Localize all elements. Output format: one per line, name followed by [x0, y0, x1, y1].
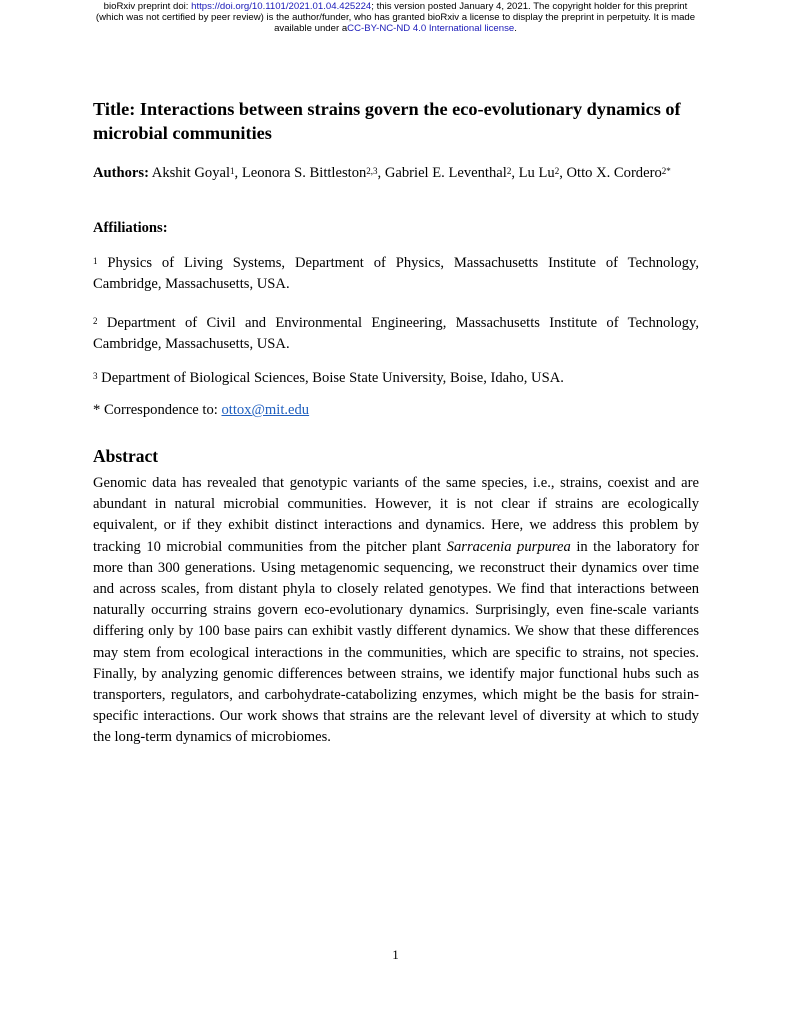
affiliation-3: $^3$ Department of Biological Sciences, Boise State University, Boise, Idaho, USA. [93, 370, 564, 386]
page-number: 1 [392, 947, 399, 962]
author: Gabriel E. Leventhal$^2$, [384, 165, 519, 181]
author: Akshit Goyal$^1$, [151, 165, 242, 181]
biorxiv-header [0, 1, 791, 34]
author: Lu Lu$^2$, [518, 165, 567, 181]
header-line-1: bioRxiv preprint doi: https://doi.org/10.1101/2021.01.04.425224; this version posted January 4, 2021. The copyright holder for this preprint [103, 1, 688, 12]
abstract-heading: Abstract [93, 446, 159, 466]
header-line-3: available under aCC-BY-NC-ND 4.0 International license. [274, 23, 517, 34]
author: Otto X. Cordero$^{2*}$ [566, 165, 671, 181]
correspondence-email-link[interactable]: ottox@mit.edu [221, 402, 310, 418]
species-name: Sarracenia purpurea [446, 538, 571, 555]
license-link[interactable]: CC-BY-NC-ND 4.0 International license [347, 23, 515, 34]
affiliations-label: Affiliations: [93, 220, 168, 236]
affiliation-1: $^1$ Physics of Living Systems, Department of Physics, Massachusetts Institute of Technology, Cambridge, Massachusetts, USA. [93, 255, 700, 292]
affiliation-2: $^2$ Department of Civil and Environmental Engineering, Massachusetts Institute of Technology, Cambridge, Massachusetts, USA. [93, 315, 699, 352]
author: Leonora S. Bittleston$^{2,3}$, [241, 165, 385, 181]
authors-line [93, 163, 699, 184]
authors-label: Authors: [93, 165, 149, 181]
paper-title: Title: Interactions between strains govern the eco-evolutionary dynamics of microbial communities [93, 99, 681, 143]
doi-link[interactable]: https://doi.org/10.1101/2021.01.04.425224 [191, 1, 372, 12]
header-line-2: (which was not certified by peer review) is the author/funder, who has granted bioRxiv a license to display the preprint in perpetuity. It is made [95, 12, 696, 23]
correspondence: * Correspondence to: ottox@mit.edu [93, 402, 310, 418]
abstract-body: Genomic data has revealed that genotypic variants of the same species, i.e., strains, coexist and are abundant in natural microbial communities. However, it is not clear if strains are ecologically equivalent, or if they exhibit distinct interactions and dynamics. Here, we address this problem by tracking 10 microbial communities from the pitcher plant Sarracenia purpurea in the laboratory for more than 300 generations. Using metagenomic sequencing, we reconstruct their dynamics over time and across scales, from distant phyla to closely related genotypes. We find that interactions between naturally occurring strains govern eco-evolutionary dynamics. Surprisingly, even fine-scale variants differing only by 100 base pairs can exhibit vastly different dynamics. We show that these differences may stem from ecological interactions in the communities, which are specific to strains, not species. Finally, by analyzing genomic differences between strains, we identify major functional hubs such as transporters, regulators, and carbohydrate-catabolizing enzymes, which might be the basis for strain-specific interactions. Our work shows that strains are the relevant level of diversity at which to study the long-term dynamics of microbiomes. [93, 475, 700, 746]
